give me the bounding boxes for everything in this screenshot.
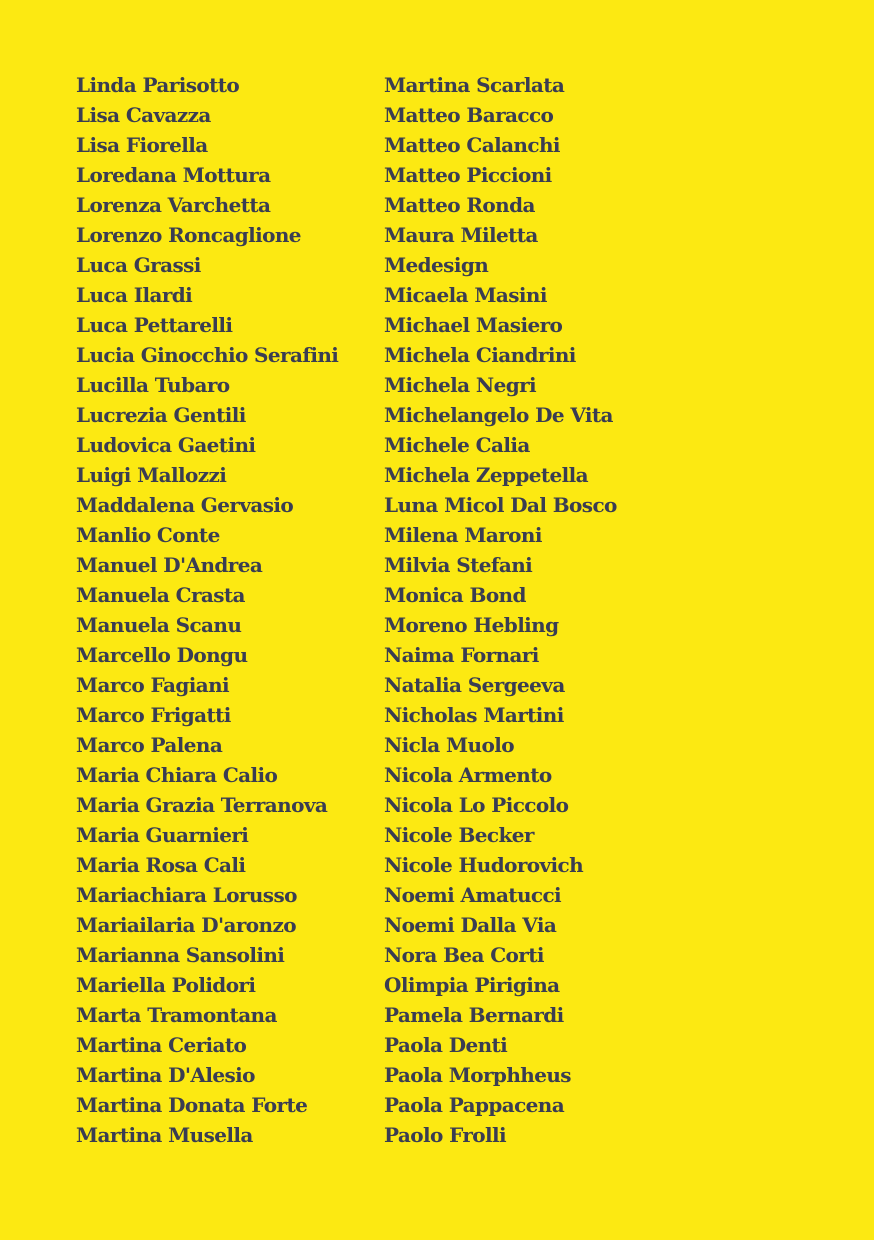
name-list-item: Nicla Muolo <box>384 733 514 757</box>
name-list-item: Pamela Bernardi <box>384 1003 564 1027</box>
name-list-item: Mariailaria D'aronzo <box>76 913 296 937</box>
name-list-item: Maura Miletta <box>384 223 538 247</box>
name-list-item: Mariella Polidori <box>76 973 256 997</box>
name-list-item: Olimpia Pirigina <box>384 973 560 997</box>
name-list-item: Micaela Masini <box>384 283 547 307</box>
name-list-item: Paola Morphheus <box>384 1063 571 1087</box>
name-list-item: Manuela Crasta <box>76 583 245 607</box>
name-list-item: Marco Frigatti <box>76 703 231 727</box>
name-list-item: Medesign <box>384 253 489 277</box>
name-list-item: Michael Masiero <box>384 313 563 337</box>
name-list-item: Lucilla Tubaro <box>76 373 230 397</box>
names-column-left <box>76 70 338 1150</box>
name-list-item: Martina Ceriato <box>76 1033 247 1057</box>
name-list-item: Nicole Hudorovich <box>384 853 584 877</box>
name-list-item: Noemi Dalla Via <box>384 913 557 937</box>
name-list-item: Lorenzo Roncaglione <box>76 223 301 247</box>
name-list-item: Matteo Ronda <box>384 193 535 217</box>
name-list-item: Luca Ilardi <box>76 283 193 307</box>
name-list-item: Michela Ciandrini <box>384 343 576 367</box>
name-list-item: Mariachiara Lorusso <box>76 883 297 907</box>
name-list-item: Ludovica Gaetini <box>76 433 256 457</box>
name-list-item: Moreno Hebling <box>384 613 559 637</box>
name-list-item: Lorenza Varchetta <box>76 193 271 217</box>
name-list-item: Nicola Lo Piccolo <box>384 793 569 817</box>
name-list-item: Marco Palena <box>76 733 223 757</box>
name-list-item: Marco Fagiani <box>76 673 230 697</box>
name-list-item: Nicola Armento <box>384 763 552 787</box>
name-list-item: Matteo Baracco <box>384 103 554 127</box>
name-list-item: Maria Rosa Cali <box>76 853 246 877</box>
name-list-item: Nicholas Martini <box>384 703 564 727</box>
name-list-item: Marcello Dongu <box>76 643 248 667</box>
name-list-item: Luca Grassi <box>76 253 201 277</box>
name-list-item: Lisa Fiorella <box>76 133 208 157</box>
name-list-item: Martina D'Alesio <box>76 1063 255 1087</box>
name-list-item: Loredana Mottura <box>76 163 271 187</box>
name-list-item: Manlio Conte <box>76 523 220 547</box>
name-list-item: Maria Grazia Terranova <box>76 793 328 817</box>
name-list-item: Michela Zeppetella <box>384 463 589 487</box>
name-list-item: Matteo Piccioni <box>384 163 552 187</box>
name-list-item: Michele Calia <box>384 433 530 457</box>
name-list-item: Maria Guarnieri <box>76 823 249 847</box>
name-list-item: Nora Bea Corti <box>384 943 544 967</box>
name-list-item: Paola Denti <box>384 1033 508 1057</box>
name-list-item: Paolo Frolli <box>384 1123 507 1147</box>
name-list-item: Lisa Cavazza <box>76 103 211 127</box>
name-list-item: Marta Tramontana <box>76 1003 277 1027</box>
name-list-item: Maria Chiara Calio <box>76 763 278 787</box>
name-list-item: Martina Scarlata <box>384 73 565 97</box>
name-list-item: Luna Micol Dal Bosco <box>384 493 617 517</box>
name-list-item: Martina Donata Forte <box>76 1093 308 1117</box>
name-list-item: Monica Bond <box>384 583 526 607</box>
name-list-item: Nicole Becker <box>384 823 534 847</box>
name-list-item: Manuela Scanu <box>76 613 242 637</box>
name-list-item: Milena Maroni <box>384 523 542 547</box>
name-list-item: Lucia Ginocchio Serafini <box>76 343 339 367</box>
name-list-item: Maddalena Gervasio <box>76 493 294 517</box>
name-list-item: Naima Fornari <box>384 643 539 667</box>
name-list-item: Luigi Mallozzi <box>76 463 227 487</box>
name-list-item: Marianna Sansolini <box>76 943 285 967</box>
name-list-item: Linda Parisotto <box>76 73 240 97</box>
name-list-item: Michelangelo De Vita <box>384 403 613 427</box>
names-column-right <box>384 70 617 1150</box>
name-list-item: Luca Pettarelli <box>76 313 233 337</box>
name-list-item: Milvia Stefani <box>384 553 533 577</box>
name-list-item: Matteo Calanchi <box>384 133 560 157</box>
name-list-item: Noemi Amatucci <box>384 883 562 907</box>
name-list-item: Natalia Sergeeva <box>384 673 565 697</box>
name-list-item: Paola Pappacena <box>384 1093 565 1117</box>
name-list-item: Martina Musella <box>76 1123 253 1147</box>
name-list-item: Michela Negri <box>384 373 537 397</box>
name-list-item: Manuel D'Andrea <box>76 553 263 577</box>
name-list-item: Lucrezia Gentili <box>76 403 246 427</box>
